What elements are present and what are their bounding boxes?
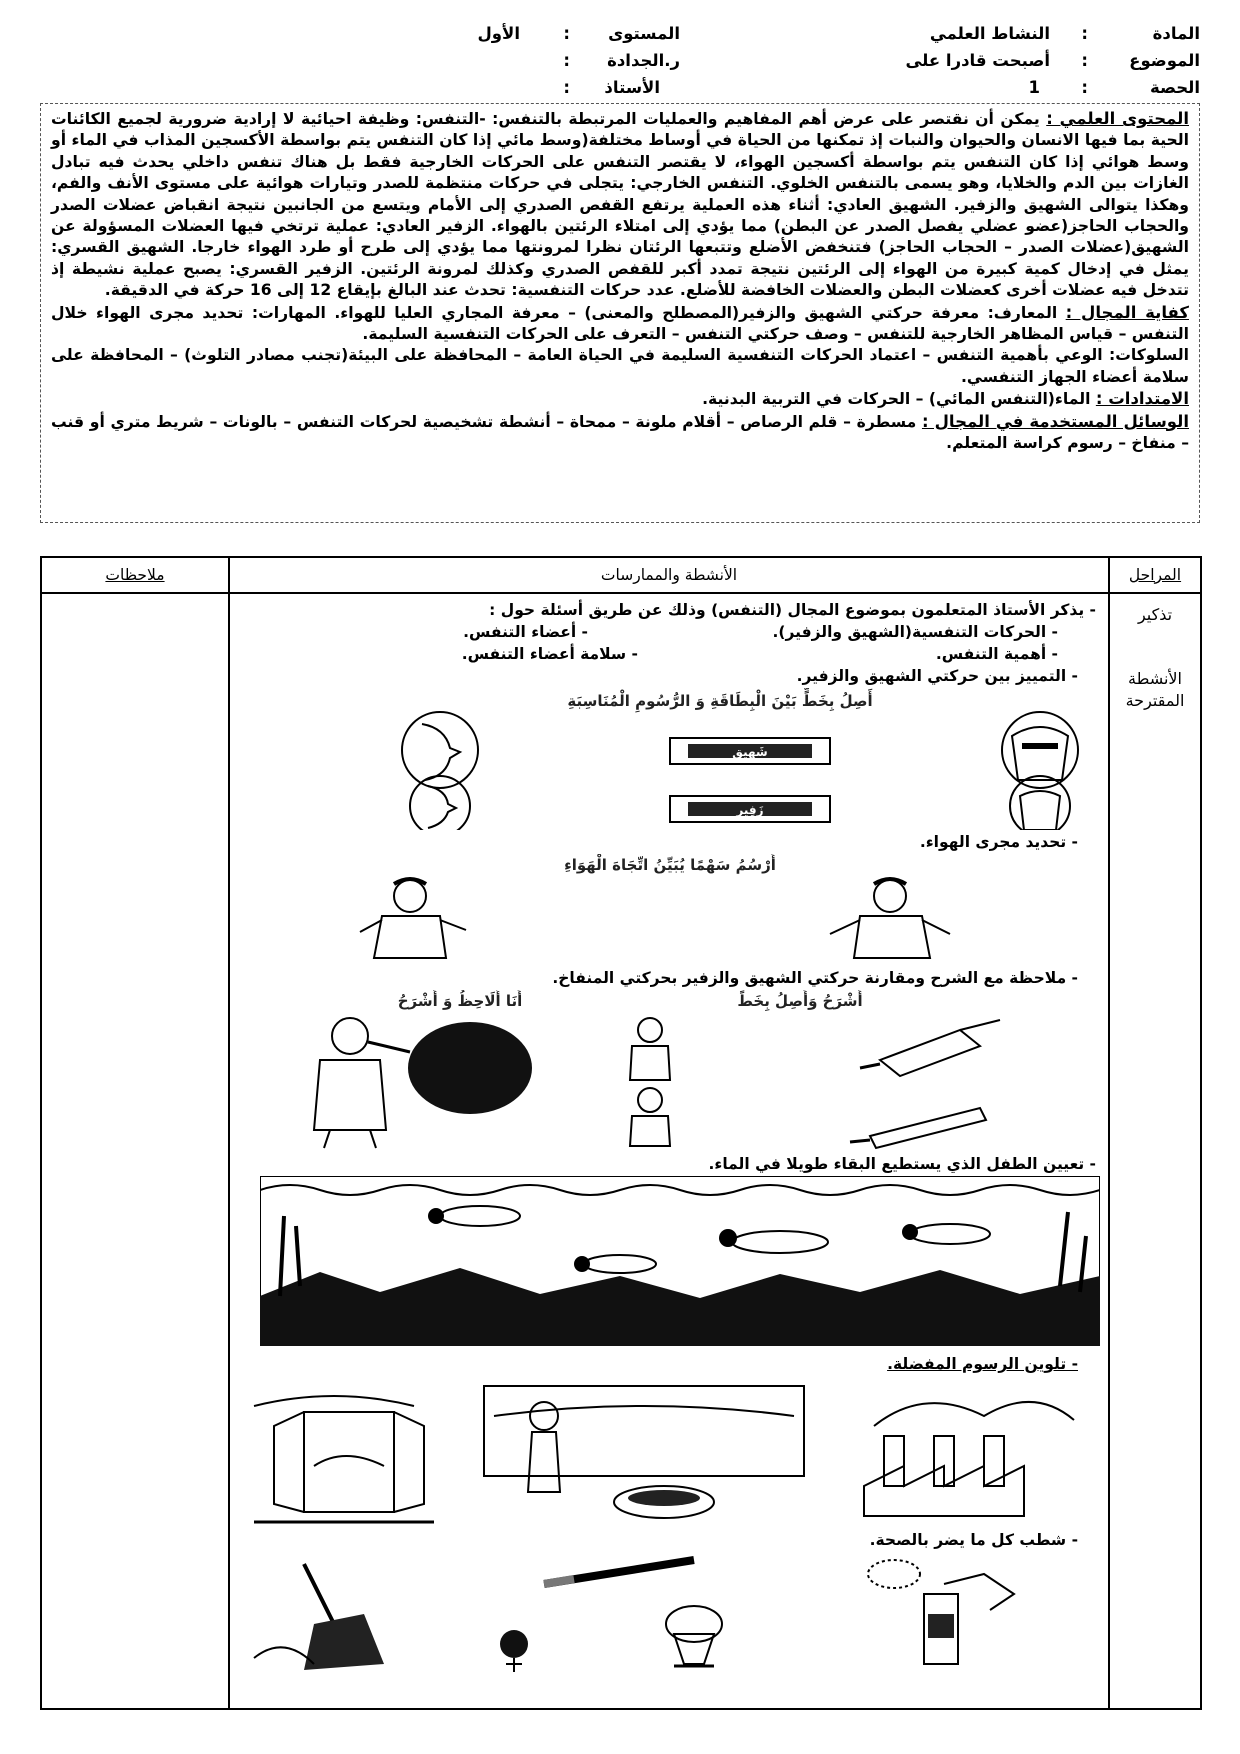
tools-text: مسطرة – قلم الرصاص – أقلام ملونة – ممحاة – أنشطة تشخيصية لحركات التنفس – بالونات – شريط متري أو قنب – منفاخ – رسوم كراسة المتعلم. (51, 412, 1189, 453)
svg-text:شَهِيق: شَهِيق (732, 745, 768, 759)
activity-4: - تعيين الطفل الذي يستطيع البقاء طويلا في الماء. (708, 1155, 1096, 1173)
exhale-card (670, 796, 830, 822)
question-1: - الحركات التنفسية(الشهيق والزفير). (772, 623, 1058, 641)
chest-exhale-image (1010, 776, 1070, 830)
spray-can-image (868, 1560, 1014, 1664)
matching-figure (250, 688, 1090, 830)
tools-title: الوسائل المستخدمة في المجال : (921, 411, 1190, 431)
boy-balloon-image (314, 1018, 532, 1148)
tools (51, 411, 1189, 455)
question-2: - أعضاء التنفس. (463, 623, 588, 641)
face-exhale-image (410, 776, 470, 830)
activity-3: - ملاحظة مع الشرح ومقارنة حركتي الشهيق والزفير بحركتي المنفاخ. (552, 969, 1078, 987)
scientific-content (51, 108, 1189, 302)
behaviors: السلوكات: الوعي بأهمية التنفس – اعتماد الحركات التنفسية السليمة في الحياة العامة – المحافظة على البيئة(تجنب مصادر التلوث) – المحافظة على سلامة أعضاء الجهاز التنفسي. (51, 346, 1189, 386)
bellows-closed-image (850, 1108, 986, 1148)
factory-image (864, 1402, 1074, 1516)
topic-value: أصبحت قادرا على (905, 51, 1050, 70)
boy-right-image (830, 879, 950, 958)
teacher-label: الأستاذ (604, 78, 660, 97)
stage-activities-2: المقترحة (1125, 691, 1185, 710)
bellows-caption-right: أَشْرَحُ وَأَصِلُ بِخَطٍّ (737, 992, 863, 1010)
header-left: المستوى : الأول ر.الجدادة : الأستاذ : (350, 20, 680, 102)
school-name: ر.الجدادة (607, 51, 680, 70)
scientific-title: المحتوى العلمي : (1046, 109, 1189, 128)
window-image (254, 1396, 434, 1522)
incense-burner-image (666, 1606, 722, 1666)
stages-cell (1109, 593, 1201, 1709)
subject-value: النشاط العلمي (929, 24, 1050, 43)
bellows-open-image (860, 1020, 1000, 1076)
level-label: المستوى (608, 24, 680, 43)
extensions (51, 388, 1189, 410)
bellows-caption-left: أَنَا أُلَاحِظُ وَ أَشْرَحُ (397, 992, 523, 1010)
activity-5: - تلوين الرسوم المفضلة. (887, 1355, 1078, 1373)
air-direction-caption: أَرْسُمُ سَهْمًا يُبَيِّنُ اتِّجَاهَ الْهَوَاءِ (564, 856, 776, 874)
coloring-figure (244, 1376, 1094, 1526)
question-4: - سلامة أعضاء التنفس. (461, 645, 638, 663)
flower-image (500, 1630, 528, 1672)
boy-small-2-image (630, 1088, 670, 1146)
boy-small-1-image (630, 1018, 670, 1080)
session-label: الحصة (1149, 78, 1200, 97)
activity-1: - التمييز بين حركتي الشهيق والزفير. (796, 667, 1078, 685)
topic-label: الموضوع (1129, 51, 1200, 70)
stage-reminder: تذكير (1137, 605, 1173, 624)
notes-cell (41, 593, 229, 1709)
activity-6: - شطب كل ما يضر بالصحة. (869, 1531, 1078, 1549)
beach-child-image (484, 1386, 804, 1518)
activity-intro: - يذكر الأستاذ المتعلمون بموضوع المجال (التنفس) وذلك عن طريق أسئلة حول : (489, 601, 1096, 619)
header-right: المادة : النشاط العلمي الموضوع : أصبحت قادرا على الحصة : 1 (780, 20, 1200, 102)
competence (51, 302, 1189, 346)
harmful-items-figure (244, 1554, 1094, 1674)
matching-caption: أَصِلُ بِخَطٍّ بَيْنَ الْبِطَاقَةِ وَ الرُّسُومِ الْمُنَاسِبَةِ (567, 692, 873, 710)
air-direction-figure (270, 854, 1070, 964)
boy-left-image (360, 879, 466, 958)
scientific-text: يمكن أن نقتصر على عرض أهم المفاهيم والعمليات المرتبطة بالتنفس: -التنفس: وظيفة احيائية لا إرادية ضرورية لجميع الكائنات الحية بما فيها الانسان والحيوان والنبات إذ تمكنها من الحياة في أوساط مختلفة(وسط مائي إذا كان التنفس يتم بواسطة الأكسجين المذاب في الماء أو وسط هوائي إذا كان التنفس يتم بواسطة أكسجين الهواء، لا يقتصر التنفس على الحركات الخارجية فقط بل هناك تنفس داخلي يحدث فيه تبادل الغازات بين الدم والخلايا، وهو يسمى بالتنفس الخلوي. التنفس الخارجي: يتجلى في حركات منتظمة للصدر وتيارات هوائية على مستوى الأنف والفم، وهكذا يتوالى الشهيق والزفير. الشهيق العادي: أثناء هذه العملية يرتفع القفص الصدري إلى الأمام ويتسع من الجانبين نتيجة انقباض عضلات الصدر والحجاب الحاجز(عضو عضلي يفصل الصدر عن البطن) مما يؤدي إلى امتلاء الرئتين بالهواء. الزفير العادي: عملية ترتخي فيها العضلات المسؤولة عن الشهيق(عضلات الصدر – الحجاب الحاجز) فتنخفض الأضلع وتتبعها الرئتان نظرا لمرونتها مما يؤدي إلى طرح أو طرد الهواء خارجا. الشهيق القسري: يمثل في إدخال كمية كبيرة من الهواء إلى الرئتين نتيجة تمدد أكبر للقفص الصدري وكذلك لمرونة الرئتين. الزفير القسري: يصبح عملية نشيطة إذ تتدخل فيه عضلات أخرى كعضلات البطن والعضلات الخافضة للأضلع. عدد حركات التنفسية: تحدث عند البالغ بإيقاع 12 إلى 16 حركة في الدقيقة. (51, 110, 1189, 300)
bellows-figure (260, 990, 1080, 1150)
extensions-text: الماء(التنفس المائي) – الحركات في التربية البدنية. (702, 390, 1091, 409)
extensions-title: الامتدادات : (1095, 389, 1189, 409)
stages-header: المراحل (1109, 557, 1201, 593)
level-value: الأول (477, 24, 520, 43)
activities-cell (229, 593, 1109, 1709)
underwater-figure (260, 1176, 1100, 1346)
content-box (40, 103, 1200, 523)
competence-title: كفاية المجال : (1065, 302, 1189, 322)
broom-image (254, 1564, 384, 1670)
svg-text:زَفِير: زَفِير (736, 803, 764, 817)
activities-header: الأنشطة والممارسات (229, 557, 1109, 593)
question-3: - أهمية التنفس. (935, 645, 1058, 663)
stage-activities-1: الأنشطة (1128, 669, 1182, 688)
subject-label: المادة (1152, 24, 1200, 43)
inhale-card (670, 738, 830, 764)
cigarette-image (544, 1560, 694, 1584)
competence-text: المعارف: معرفة حركتي الشهيق والزفير(المصطلح والمعنى) – معرفة المجاري العليا للهواء. المهارات: تحديد مجرى الهواء خلال التنفس – قياس المظاهر الخارجية للتنفس – وصف حركتي التنفس – التعرف على الحركات التنفسية السليمة. (51, 303, 1189, 344)
notes-header: ملاحظات (41, 557, 229, 593)
activity-2: - تحديد مجرى الهواء. (919, 833, 1078, 851)
lesson-plan-table (40, 556, 1202, 1710)
session-value: 1 (1028, 78, 1040, 97)
